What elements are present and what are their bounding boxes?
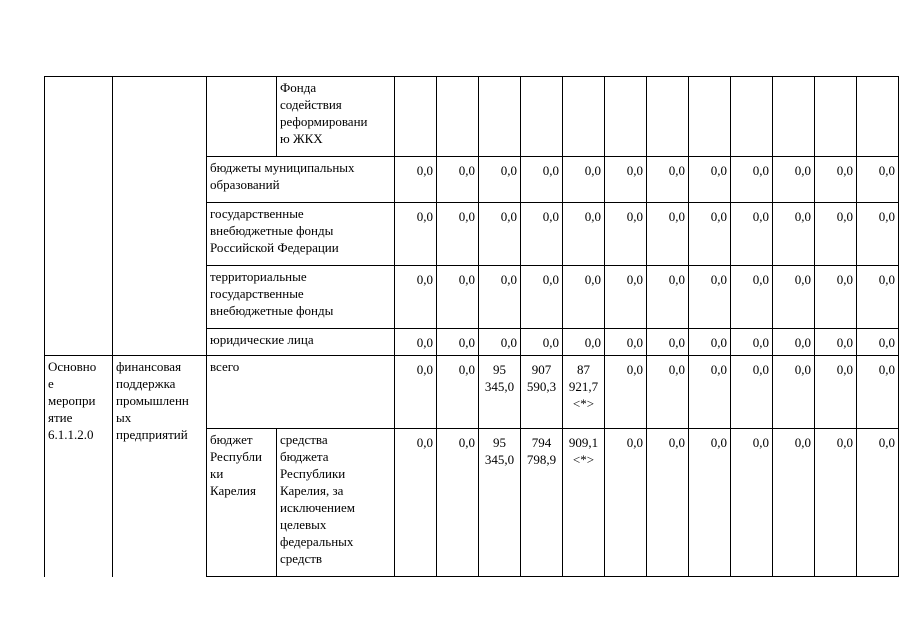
value-cell: 95 345,0 [479,429,521,577]
value-cell: 0,0 [563,266,605,329]
value-cell: 0,0 [395,266,437,329]
value-cell: 0,0 [731,157,773,203]
value-cell: 0,0 [773,429,815,577]
value-cell: 0,0 [857,157,899,203]
value-cell: 0,0 [647,429,689,577]
source-sub-cell: Фонда содействия реформировани ю ЖКХ [277,77,395,157]
value-cell: 0,0 [647,203,689,266]
budget-table [44,76,899,577]
value-cell: 0,0 [815,266,857,329]
value-cell: 0,0 [773,203,815,266]
value-cell: 0,0 [479,266,521,329]
activity-code-cell: Основно е меропри ятие 6.1.1.2.0 [45,356,113,577]
value-cell: 0,0 [521,329,563,356]
value-cell: 0,0 [689,266,731,329]
value-cell: 0,0 [857,203,899,266]
value-cell: 0,0 [605,356,647,429]
value-cell: 0,0 [479,157,521,203]
value-cell: 0,0 [437,429,479,577]
value-cell: 0,0 [395,329,437,356]
source-cell: бюджеты муниципальных образований [207,157,395,203]
source-cell: всего [207,356,395,429]
value-cell: 0,0 [395,429,437,577]
source-main-cell [207,77,277,157]
value-cell: 0,0 [857,356,899,429]
value-cell: 0,0 [437,266,479,329]
value-cell [605,77,647,157]
value-cell: 0,0 [689,356,731,429]
value-cell: 0,0 [731,203,773,266]
value-cell [857,77,899,157]
activity-name-cell: финансовая поддержка промышленн ых предприятий [113,356,207,577]
value-cell [437,77,479,157]
value-cell: 95 345,0 [479,356,521,429]
value-cell: 0,0 [857,329,899,356]
value-cell: 0,0 [731,429,773,577]
table-row [45,77,899,157]
value-cell: 0,0 [605,429,647,577]
value-cell: 0,0 [647,157,689,203]
value-cell: 0,0 [437,203,479,266]
value-cell: 0,0 [857,266,899,329]
value-cell: 0,0 [815,429,857,577]
value-cell: 0,0 [689,157,731,203]
activity-name-cell [113,77,207,356]
source-sub-cell: средства бюджета Республики Карелия, за исключением целевых федеральных средств [277,429,395,577]
source-main-cell: бюджет Республи ки Карелия [207,429,277,577]
value-cell: 0,0 [395,203,437,266]
source-cell: территориальные государственные внебюджетные фонды [207,266,395,329]
value-cell: 0,0 [731,329,773,356]
value-cell: 0,0 [605,329,647,356]
value-cell [521,77,563,157]
value-cell: 0,0 [773,356,815,429]
value-cell: 0,0 [521,157,563,203]
value-cell: 0,0 [521,203,563,266]
source-cell: юридические лица [207,329,395,356]
value-cell [647,77,689,157]
value-cell: 0,0 [647,266,689,329]
value-cell: 0,0 [815,356,857,429]
value-cell: 0,0 [605,266,647,329]
value-cell: 0,0 [479,329,521,356]
value-cell: 0,0 [815,157,857,203]
value-cell [563,77,605,157]
value-cell [479,77,521,157]
value-cell: 0,0 [731,266,773,329]
value-cell [731,77,773,157]
value-cell: 0,0 [773,157,815,203]
value-cell [395,77,437,157]
value-cell: 0,0 [605,157,647,203]
table-row [45,356,899,429]
value-cell: 0,0 [773,329,815,356]
value-cell: 0,0 [395,356,437,429]
value-cell: 0,0 [479,203,521,266]
value-cell: 0,0 [773,266,815,329]
value-cell: 0,0 [857,429,899,577]
value-cell [689,77,731,157]
value-cell: 87 921,7 <*> [563,356,605,429]
value-cell: 0,0 [521,266,563,329]
value-cell: 0,0 [605,203,647,266]
value-cell: 0,0 [563,203,605,266]
value-cell: 909,1 <*> [563,429,605,577]
value-cell: 0,0 [689,203,731,266]
value-cell: 0,0 [395,157,437,203]
value-cell: 0,0 [563,329,605,356]
value-cell: 0,0 [437,329,479,356]
value-cell: 0,0 [647,329,689,356]
value-cell: 0,0 [647,356,689,429]
value-cell: 0,0 [731,356,773,429]
source-cell: государственные внебюджетные фонды Российской Федерации [207,203,395,266]
activity-code-cell [45,77,113,356]
value-cell: 0,0 [689,329,731,356]
value-cell: 0,0 [437,157,479,203]
value-cell [773,77,815,157]
value-cell: 0,0 [689,429,731,577]
value-cell [815,77,857,157]
value-cell: 907 590,3 [521,356,563,429]
value-cell: 794 798,9 [521,429,563,577]
value-cell: 0,0 [563,157,605,203]
value-cell: 0,0 [815,203,857,266]
value-cell: 0,0 [437,356,479,429]
value-cell: 0,0 [815,329,857,356]
